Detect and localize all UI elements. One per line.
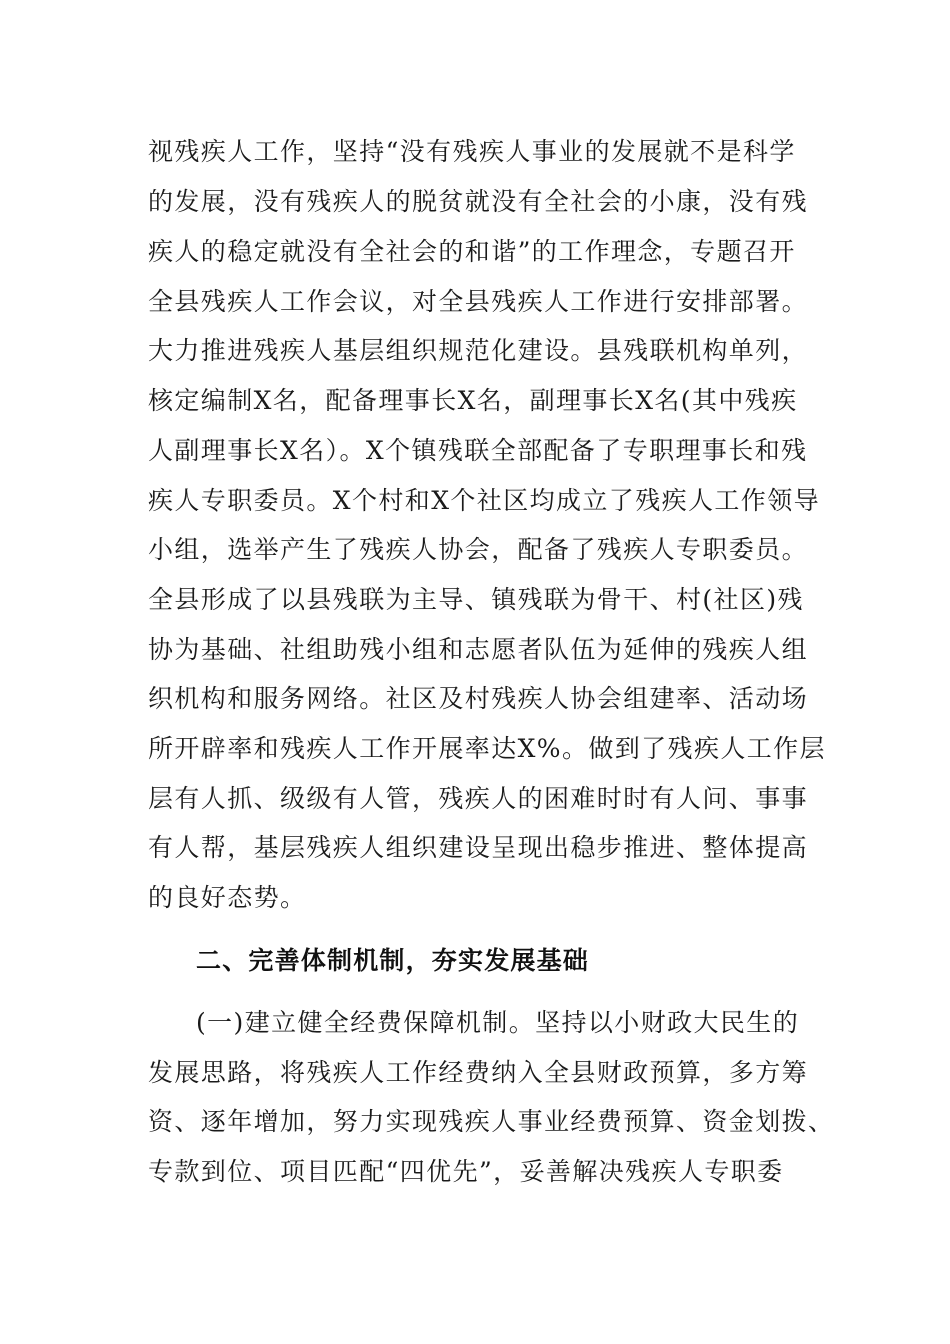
paragraph-2-line-1: (一)建立健全经费保障机制。坚持以小财政大民生的 [196, 1008, 800, 1037]
paragraph-1-line-15: 有人帮，基层残疾人组织建设呈现出稳步推进、整体提高 [148, 833, 809, 862]
section-heading: 二、完善体制机制，夯实发展基础 [196, 946, 590, 975]
paragraph-1-line-6: 核定编制X名，配备理事长X名，副理事长X名(其中残疾 [148, 386, 798, 415]
paragraph-1-line-10: 全县形成了以县残联为主导、镇残联为骨干、村(社区)残 [148, 585, 804, 614]
paragraph-1-line-7: 人副理事长X名）。X个镇残联全部配备了专职理事长和残 [148, 436, 808, 465]
paragraph-1-line-16: 的良好态势。 [148, 883, 307, 912]
paragraph-1-line-1: 视残疾人工作，坚持“没有残疾人事业的发展就不是科学 [148, 137, 796, 166]
paragraph-2-line-4: 专款到位、项目匹配“四优先”，妥善解决残疾人专职委 [148, 1157, 784, 1186]
paragraph-1-line-4: 全县残疾人工作会议，对全县残疾人工作进行安排部署。 [148, 287, 809, 316]
paragraph-1-line-3: 疾人的稳定就没有全社会的和谐”的工作理念，专题召开 [148, 237, 796, 266]
paragraph-1-line-14: 层有人抓、级级有人管，残疾人的困难时时有人问、事事 [148, 784, 809, 813]
paragraph-1-line-2: 的发展，没有残疾人的脱贫就没有全社会的小康，没有残 [148, 187, 809, 216]
paragraph-2-line-3: 资、逐年增加，努力实现残疾人事业经费预算、资金划拨、 [148, 1107, 835, 1136]
paragraph-1-line-11: 协为基础、社组助残小组和志愿者队伍为延伸的残疾人组 [148, 635, 809, 664]
paragraph-1-line-8: 疾人专职委员。X个村和X个社区均成立了残疾人工作领导 [148, 486, 820, 515]
paragraph-1-line-9: 小组，选举产生了残疾人协会，配备了残疾人专职委员。 [148, 535, 809, 564]
paragraph-1-line-12: 织机构和服务网络。社区及村残疾人协会组建率、活动场 [148, 684, 809, 713]
paragraph-1-line-13: 所开辟率和残疾人工作开展率达X%。做到了残疾人工作层 [148, 734, 826, 763]
paragraph-2-line-2: 发展思路，将残疾人工作经费纳入全县财政预算，多方筹 [148, 1058, 809, 1087]
paragraph-1-line-5: 大力推进残疾人基层组织规范化建设。县残联机构单列， [148, 336, 809, 365]
